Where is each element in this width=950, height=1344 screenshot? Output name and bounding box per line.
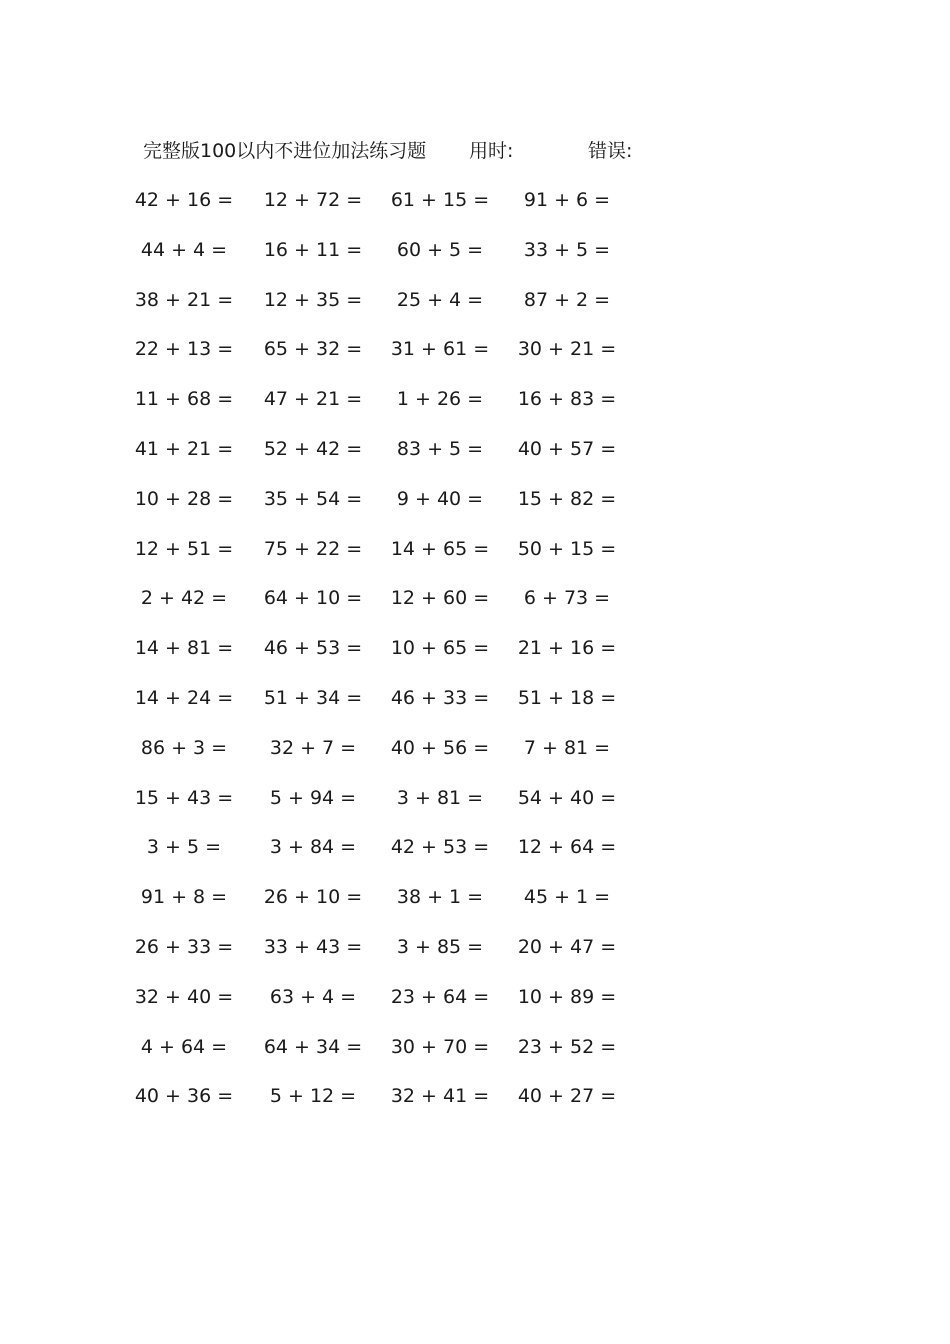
worksheet-header — [143, 137, 703, 165]
addition-problem: 12 + 64 = — [517, 836, 617, 859]
addition-problem: 9 + 40 = — [396, 487, 484, 510]
addition-problem: 16 + 11 = — [263, 238, 363, 261]
addition-problem: 23 + 64 = — [390, 985, 490, 1008]
addition-problem: 26 + 33 = — [134, 935, 234, 958]
addition-problem: 1 + 26 = — [396, 388, 484, 411]
addition-problem: 33 + 43 = — [263, 935, 363, 958]
problem-row — [0, 933, 950, 983]
addition-problem: 10 + 28 = — [134, 487, 234, 510]
addition-problem: 3 + 5 = — [146, 836, 222, 859]
addition-problem: 3 + 81 = — [396, 786, 484, 809]
addition-problem: 4 + 64 = — [140, 1035, 228, 1058]
addition-problem: 51 + 34 = — [263, 686, 363, 709]
problem-row — [0, 734, 950, 784]
addition-problem: 35 + 54 = — [263, 487, 363, 510]
addition-problem: 14 + 81 = — [134, 637, 234, 660]
addition-problem: 12 + 51 = — [134, 537, 234, 560]
addition-problem: 42 + 53 = — [390, 836, 490, 859]
addition-problem: 33 + 5 = — [523, 238, 611, 261]
addition-problem: 40 + 56 = — [390, 736, 490, 759]
addition-problem: 3 + 84 = — [269, 836, 357, 859]
addition-problem: 60 + 5 = — [396, 238, 484, 261]
addition-problem: 12 + 60 = — [390, 587, 490, 610]
addition-problem: 5 + 12 = — [269, 1085, 357, 1108]
addition-problem: 12 + 35 = — [263, 288, 363, 311]
addition-problem: 41 + 21 = — [134, 437, 234, 460]
addition-problem: 32 + 41 = — [390, 1085, 490, 1108]
problem-row — [0, 1033, 950, 1083]
addition-problem: 42 + 16 = — [134, 189, 234, 211]
addition-problem: 11 + 68 = — [134, 388, 234, 411]
addition-problem: 61 + 15 = — [390, 189, 490, 211]
addition-problem: 10 + 89 = — [517, 985, 617, 1008]
addition-problem: 32 + 7 = — [269, 736, 357, 759]
addition-problem: 14 + 24 = — [134, 686, 234, 709]
time-label: 用时: — [469, 140, 514, 162]
addition-problem: 23 + 52 = — [517, 1035, 617, 1058]
problem-row — [0, 684, 950, 734]
errors-label: 错误: — [588, 140, 633, 162]
addition-problem: 86 + 3 = — [140, 736, 228, 759]
addition-problem: 47 + 21 = — [263, 388, 363, 411]
problem-grid — [0, 186, 950, 1132]
addition-problem: 7 + 81 = — [523, 736, 611, 759]
addition-problem: 15 + 43 = — [134, 786, 234, 809]
addition-problem: 21 + 16 = — [517, 637, 617, 660]
problem-row — [0, 883, 950, 933]
addition-problem: 40 + 57 = — [517, 437, 617, 460]
addition-problem: 38 + 21 = — [134, 288, 234, 311]
addition-problem: 64 + 10 = — [263, 587, 363, 610]
addition-problem: 22 + 13 = — [134, 338, 234, 361]
addition-problem: 52 + 42 = — [263, 437, 363, 460]
addition-problem: 91 + 8 = — [140, 886, 228, 909]
addition-problem: 45 + 1 = — [523, 886, 611, 909]
problem-row — [0, 584, 950, 634]
addition-problem: 75 + 22 = — [263, 537, 363, 560]
addition-problem: 38 + 1 = — [396, 886, 484, 909]
addition-problem: 14 + 65 = — [390, 537, 490, 560]
problem-row — [0, 784, 950, 834]
problem-row — [0, 983, 950, 1033]
problem-row — [0, 485, 950, 535]
addition-problem: 31 + 61 = — [390, 338, 490, 361]
addition-problem: 44 + 4 = — [140, 238, 228, 261]
addition-problem: 10 + 65 = — [390, 637, 490, 660]
addition-problem: 2 + 42 = — [140, 587, 228, 610]
problem-row — [0, 236, 950, 286]
worksheet-title: 完整版100以内不进位加法练习题 — [143, 140, 427, 162]
addition-problem: 46 + 53 = — [263, 637, 363, 660]
addition-problem: 32 + 40 = — [134, 985, 234, 1008]
problem-row — [0, 833, 950, 883]
addition-problem: 20 + 47 = — [517, 935, 617, 958]
problem-row — [0, 335, 950, 385]
addition-problem: 3 + 85 = — [396, 935, 484, 958]
addition-problem: 87 + 2 = — [523, 288, 611, 311]
addition-problem: 64 + 34 = — [263, 1035, 363, 1058]
addition-problem: 46 + 33 = — [390, 686, 490, 709]
problem-row — [0, 186, 950, 236]
problem-row — [0, 286, 950, 336]
problem-row — [0, 435, 950, 485]
addition-problem: 5 + 94 = — [269, 786, 357, 809]
addition-problem: 83 + 5 = — [396, 437, 484, 460]
addition-problem: 6 + 73 = — [523, 587, 611, 610]
problem-row — [0, 385, 950, 435]
addition-problem: 91 + 6 = — [523, 189, 611, 211]
addition-problem: 30 + 70 = — [390, 1035, 490, 1058]
addition-problem: 26 + 10 = — [263, 886, 363, 909]
addition-problem: 25 + 4 = — [396, 288, 484, 311]
problem-row — [0, 1082, 950, 1132]
addition-problem: 12 + 72 = — [263, 189, 363, 211]
addition-problem: 40 + 27 = — [517, 1085, 617, 1108]
problem-row — [0, 634, 950, 684]
addition-problem: 65 + 32 = — [263, 338, 363, 361]
addition-problem: 30 + 21 = — [517, 338, 617, 361]
addition-problem: 63 + 4 = — [269, 985, 357, 1008]
addition-problem: 54 + 40 = — [517, 786, 617, 809]
addition-problem: 50 + 15 = — [517, 537, 617, 560]
addition-problem: 40 + 36 = — [134, 1085, 234, 1108]
addition-problem: 16 + 83 = — [517, 388, 617, 411]
addition-problem: 51 + 18 = — [517, 686, 617, 709]
problem-row — [0, 535, 950, 585]
addition-problem: 15 + 82 = — [517, 487, 617, 510]
